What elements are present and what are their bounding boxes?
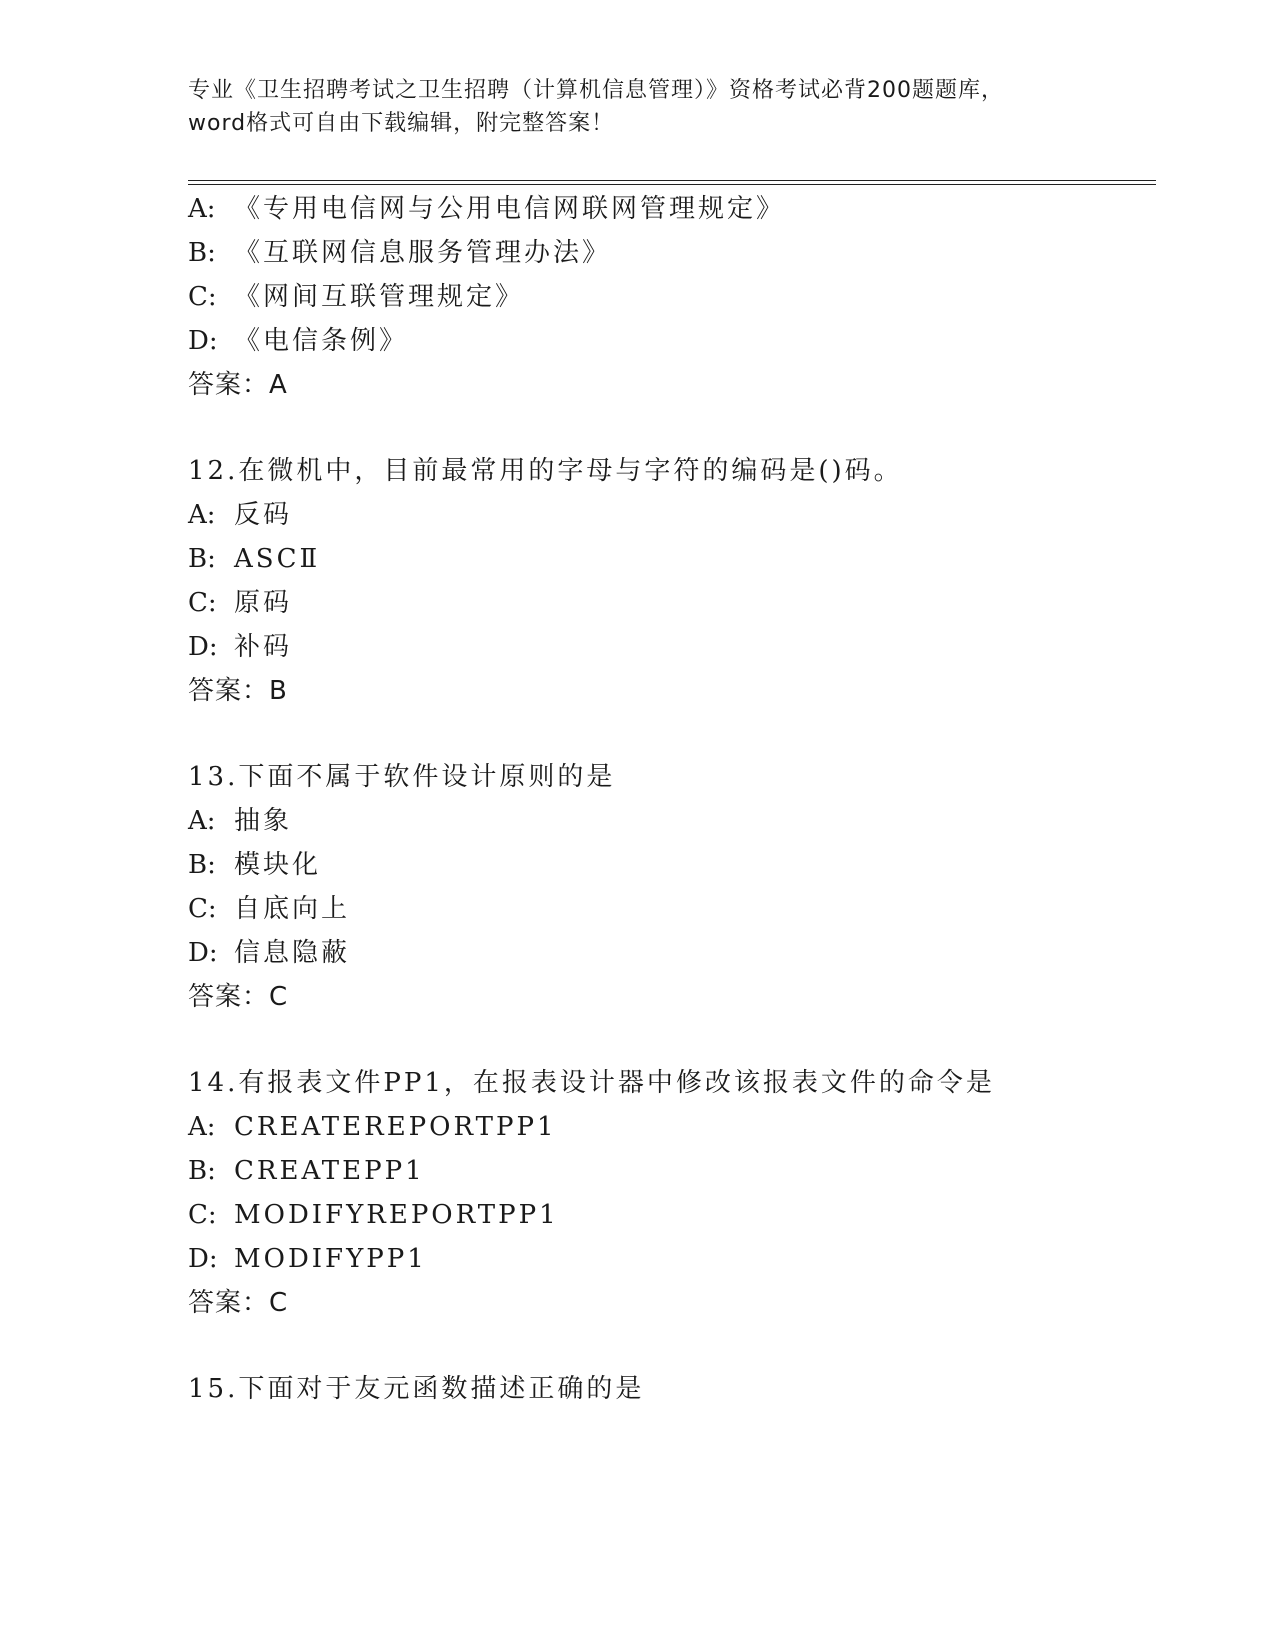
- question-13: 13.下面不属于软件设计原则的是: [188, 762, 616, 792]
- answer-line: 答案：C: [188, 982, 289, 1012]
- option-a: A: 反码: [188, 500, 293, 530]
- header-line-1: 专业《卫生招聘考试之卫生招聘（计算机信息管理）》资格考试必背200题题库，: [188, 78, 1004, 103]
- option-a: A: 抽象: [188, 806, 293, 836]
- answer-line: 答案：C: [188, 1288, 289, 1318]
- option-c: C: 原码: [188, 588, 293, 618]
- answer-line: 答案：A: [188, 370, 288, 400]
- option-d: D: 信息隐蔽: [188, 938, 351, 968]
- option-c: C: 自底向上: [188, 894, 351, 924]
- option-b: B: CREATEPP1: [188, 1156, 425, 1186]
- document-header: [188, 74, 1088, 140]
- answer-line: 答案：B: [188, 676, 288, 706]
- question-12: 12.在微机中，目前最常用的字母与字符的编码是()码。: [188, 456, 903, 486]
- option-c: C: 《网间互联管理规定》: [188, 282, 525, 312]
- option-b: B: ASCⅡ: [188, 544, 321, 574]
- header-line-2: word格式可自由下载编辑，附完整答案！: [188, 111, 615, 136]
- header-divider-bottom: [188, 184, 1156, 185]
- header-divider-top: [188, 180, 1156, 181]
- option-c: C: MODIFYREPORTPP1: [188, 1200, 559, 1230]
- option-a: A: CREATEREPORTPP1: [188, 1112, 557, 1142]
- question-15: 15.下面对于友元函数描述正确的是: [188, 1374, 645, 1404]
- option-a: A: 《专用电信网与公用电信网联网管理规定》: [188, 194, 786, 224]
- question-14: 14.有报表文件PP1，在报表设计器中修改该报表文件的命令是: [188, 1068, 995, 1098]
- option-d: D: 补码: [188, 632, 293, 662]
- option-d: D: MODIFYPP1: [188, 1244, 427, 1274]
- option-b: B: 《互联网信息服务管理办法》: [188, 238, 612, 268]
- option-b: B: 模块化: [188, 850, 322, 880]
- option-d: D: 《电信条例》: [188, 326, 409, 356]
